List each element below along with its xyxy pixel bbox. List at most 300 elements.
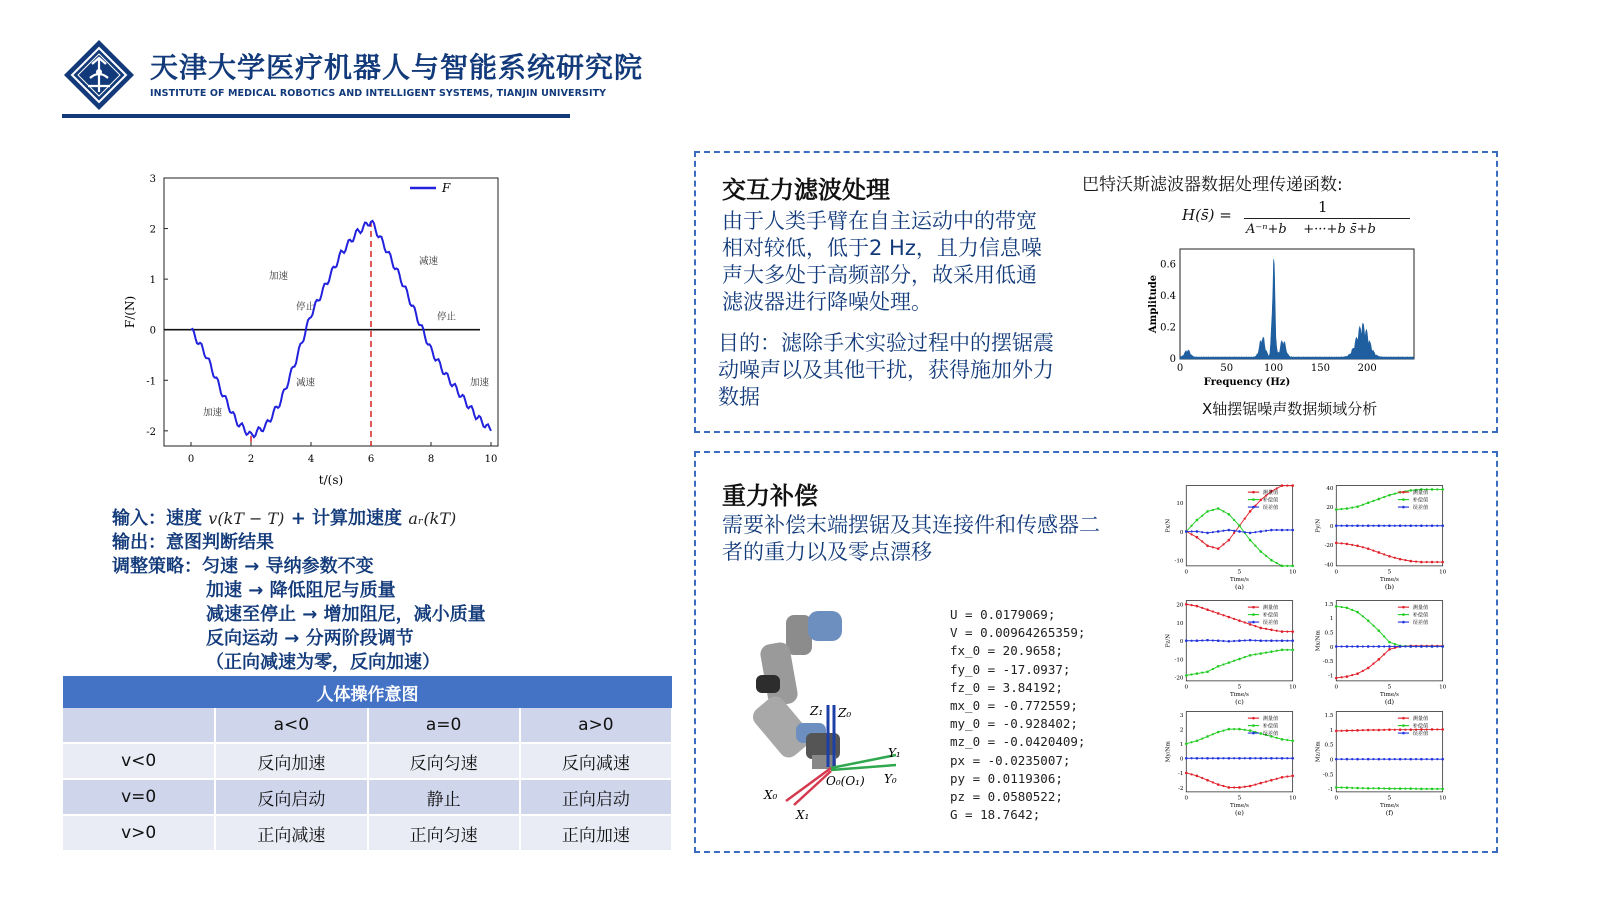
x-axis-label: Time/s <box>1230 802 1249 809</box>
series-point <box>1409 645 1412 648</box>
x-tick-label: 150 <box>1310 363 1330 374</box>
series-point <box>1346 543 1349 546</box>
series-point <box>1383 645 1385 647</box>
legend-label: 补偿值 <box>1412 612 1429 619</box>
series-point <box>1399 758 1402 761</box>
x-tick-label: 10 <box>1439 684 1447 691</box>
series-point <box>1196 775 1199 778</box>
series-point <box>1367 619 1370 622</box>
table-cell: 正向减速 <box>215 815 367 851</box>
series-point <box>1378 729 1381 732</box>
series-point <box>1185 603 1188 606</box>
series-point <box>1254 545 1256 547</box>
parameter-line: U = 0.0179069; <box>950 607 1056 622</box>
series-point <box>1244 639 1246 641</box>
series-point <box>1415 758 1417 760</box>
strategy-item: 减速至停止 → 增加阻尼，减小质量 <box>206 604 486 625</box>
series-point <box>1356 645 1359 648</box>
series-point <box>1238 757 1241 760</box>
series-point <box>1196 739 1199 742</box>
series-point <box>1233 757 1235 759</box>
series-point <box>1228 728 1231 731</box>
x-tick-label: 0 <box>1334 569 1339 576</box>
series-point <box>1383 653 1385 655</box>
series-point <box>1372 549 1374 551</box>
y-tick-label: 10 <box>1176 620 1184 627</box>
series-point <box>1399 787 1402 790</box>
series-point <box>1362 546 1364 548</box>
legend-label: 补偿值 <box>1262 497 1279 504</box>
table-cell: v>0 <box>63 815 215 851</box>
series-point <box>1206 779 1209 782</box>
transfer-function-title: 巴特沃斯滤波器数据处理传递函数: <box>1082 175 1343 195</box>
legend-marker <box>1252 613 1255 616</box>
phase-annotation: 加速 <box>203 407 223 419</box>
series-point <box>1238 639 1241 642</box>
series-point <box>1217 757 1220 760</box>
legend-marker <box>1252 498 1255 501</box>
series-point <box>1388 645 1391 648</box>
y-tick-label: 3 <box>1179 712 1184 719</box>
legend-marker <box>1402 717 1405 720</box>
spectrum-area <box>1180 259 1414 359</box>
series-point <box>1276 630 1278 632</box>
series-point <box>1340 730 1342 732</box>
series-point <box>1351 609 1353 611</box>
series-point <box>1362 615 1364 617</box>
x-tick-label: 0 <box>187 454 195 465</box>
parameter-line: fy_0 = -17.0937; <box>950 661 1071 677</box>
series-point <box>1399 728 1402 731</box>
series-point <box>1212 531 1214 533</box>
series-point <box>1335 542 1338 545</box>
y-tick-label: 1 <box>1329 727 1334 734</box>
y-axis-label: Fz/N <box>1165 633 1172 648</box>
series-point <box>1249 654 1252 657</box>
series-point <box>1286 565 1288 567</box>
series-point <box>1244 729 1246 731</box>
series-point <box>1249 757 1252 760</box>
series-point <box>1185 772 1188 775</box>
x-tick-label: 6 <box>367 454 375 465</box>
phase-annotation: 停止 <box>296 301 316 313</box>
series-point <box>1409 728 1412 731</box>
series-point <box>1383 553 1385 555</box>
series-point <box>1351 674 1353 676</box>
series-point <box>1190 757 1192 759</box>
series-point <box>1340 606 1342 608</box>
x-tick-label: 10 <box>1289 569 1297 576</box>
legend-label: 误差值 <box>1262 619 1279 626</box>
series-point <box>1201 757 1203 759</box>
series-point <box>1409 758 1412 761</box>
series-point <box>1420 561 1423 564</box>
series-point <box>1281 738 1284 741</box>
series-point <box>1367 547 1370 550</box>
y-tick-label: -10 <box>1174 657 1184 664</box>
series-point <box>1233 618 1235 620</box>
series-point <box>1441 728 1444 731</box>
y-axis-label: Amplitude <box>1148 274 1159 334</box>
series-point <box>1249 532 1252 535</box>
x-tick-label: 0 <box>1184 569 1189 576</box>
series-point <box>1233 519 1235 521</box>
series-point <box>1399 645 1402 648</box>
y-tick-label: -0.5 <box>1322 772 1334 779</box>
series-point <box>1238 728 1241 731</box>
series-point <box>1270 650 1273 653</box>
y-axis-label: Mx/Nm <box>1315 630 1322 652</box>
series-point <box>1372 787 1374 789</box>
series-point <box>1244 786 1246 788</box>
series-point <box>1270 559 1273 562</box>
series-point <box>1367 501 1370 504</box>
series-point <box>1372 500 1374 502</box>
series-point <box>1388 494 1391 497</box>
table-title: 人体操作意图 <box>63 676 672 708</box>
series-point <box>1222 785 1224 787</box>
series-point <box>1270 779 1273 782</box>
parameter-line: pz = 0.0580522; <box>950 789 1063 805</box>
x-axis-label: Time/s <box>1380 691 1399 698</box>
series-point <box>1351 544 1353 546</box>
series-point <box>1185 742 1188 745</box>
series-point <box>1270 529 1273 532</box>
phase-annotation: 加速 <box>269 271 289 283</box>
series-point <box>1436 788 1438 790</box>
x-tick-label: 10 <box>484 454 498 465</box>
series-point <box>1372 758 1374 760</box>
series-point <box>1420 645 1423 648</box>
series-point <box>1351 787 1353 789</box>
series-point <box>1222 543 1224 545</box>
series-point <box>1415 560 1417 562</box>
series-point <box>1254 505 1256 507</box>
series-point <box>1388 555 1391 558</box>
x-axis-label: t/(s) <box>318 473 344 487</box>
series-point <box>1362 525 1364 527</box>
series-point <box>1346 675 1349 678</box>
series-point <box>1388 524 1391 527</box>
series-point <box>1206 544 1209 547</box>
input-plus-label: + 计算加速度 <box>290 508 403 529</box>
series-point <box>1351 506 1353 508</box>
series-point <box>1383 635 1385 637</box>
series-point <box>1228 513 1231 516</box>
series-point <box>1212 639 1214 641</box>
input-velocity-formula: v(kT − T) <box>208 509 285 528</box>
series-point <box>1196 536 1199 539</box>
series-point <box>1356 611 1359 614</box>
series-point <box>1228 661 1231 664</box>
x-tick-label: 0 <box>1184 684 1189 691</box>
filter-panel-description: 由于人类手臂在自主运动中的带宽相对较低，低于2 Hz，且力信息噪声大多处于高频部分，故采用低通滤波器进行降噪处理。 <box>722 209 1042 314</box>
y-tick-label: 0 <box>1329 757 1334 764</box>
series-point <box>1436 525 1438 527</box>
y-tick-label: 0 <box>1329 644 1334 651</box>
series-point <box>1404 787 1406 789</box>
series-point <box>1362 645 1364 647</box>
series-point <box>1201 540 1203 542</box>
series-point <box>1431 788 1434 791</box>
series-point <box>1404 559 1406 561</box>
legend-marker <box>1402 506 1405 509</box>
compensation-chart <box>1312 706 1452 818</box>
series-point <box>1378 645 1381 648</box>
x-tick-label: 4 <box>307 454 315 465</box>
x-tick-label: 10 <box>1439 569 1447 576</box>
table-row <box>63 743 672 779</box>
legend-marker <box>1402 724 1405 727</box>
series-point <box>1222 757 1224 759</box>
series-point <box>1233 660 1235 662</box>
series-point <box>1276 778 1278 780</box>
legend-label: 测量值 <box>1262 605 1279 611</box>
series-point <box>1249 623 1252 626</box>
legend-marker <box>1252 506 1255 509</box>
y-tick-label: 20 <box>1176 602 1184 609</box>
legend-marker <box>1402 606 1405 609</box>
series-point <box>1217 665 1220 668</box>
series-point <box>1233 532 1235 534</box>
series-point <box>1217 547 1220 550</box>
x-tick-label: 0 <box>1176 363 1184 374</box>
y-tick-label: 1.5 <box>1324 601 1334 608</box>
series-point <box>1394 729 1396 731</box>
x-tick-label: 5 <box>1387 684 1392 691</box>
org-subtitle: INSTITUTE OF MEDICAL ROBOTICS AND INTELLIGENT SYSTEMS, TIANJIN UNIVERSITY <box>150 88 607 99</box>
series-point <box>1190 525 1192 527</box>
transfer-function-lhs: H(s̄) = <box>1182 206 1232 224</box>
series-point <box>1259 639 1262 642</box>
series-point <box>1291 757 1294 760</box>
chart-label: (e) <box>1234 809 1244 818</box>
series-point <box>1276 737 1278 739</box>
series-point <box>1367 787 1370 790</box>
gravity-panel-title: 重力补偿 <box>722 482 818 510</box>
series-point <box>1196 757 1199 760</box>
series-point <box>1217 507 1220 510</box>
series-point <box>1404 729 1406 731</box>
parameter-line: px = -0.0235007; <box>950 752 1071 768</box>
series-point <box>1190 741 1192 743</box>
series-point <box>1394 557 1396 559</box>
series-point <box>1394 643 1396 645</box>
series-point <box>1259 530 1262 533</box>
series-point <box>1441 758 1444 761</box>
legend-label: 测量值 <box>1412 605 1429 611</box>
series-point <box>1409 787 1412 790</box>
series-point <box>1340 645 1342 647</box>
series-point <box>1415 788 1417 790</box>
series-point <box>1286 739 1288 741</box>
series-point <box>1254 531 1256 533</box>
y-axis-label: My/Nm <box>1165 741 1172 763</box>
chart-label: (f) <box>1385 809 1394 818</box>
series-point <box>1436 758 1438 760</box>
series-point <box>1228 640 1231 643</box>
series-point <box>1238 530 1241 533</box>
series-point <box>1340 676 1342 678</box>
series-point <box>1388 728 1391 731</box>
series-point <box>1270 757 1273 760</box>
strategy-item: 加速 → 降低阻尼与质量 <box>206 580 396 601</box>
phase-annotation: 减速 <box>419 255 439 267</box>
series-point <box>1254 639 1256 641</box>
series-point <box>1281 529 1284 532</box>
series-point <box>1409 489 1412 492</box>
legend-label: 测量值 <box>1412 716 1429 722</box>
series-point <box>1383 758 1385 760</box>
series-point <box>1441 561 1444 564</box>
series-point <box>1441 488 1444 491</box>
y-tick-label: 20 <box>1326 504 1334 511</box>
y-tick-label: 0.2 <box>1160 322 1176 334</box>
series-point <box>1244 531 1246 533</box>
legend-label: 测量值 <box>1262 490 1279 496</box>
parameter-line: mx_0 = -0.772559; <box>950 698 1078 714</box>
series-point <box>1259 499 1262 502</box>
legend-marker <box>1402 498 1405 501</box>
series-point <box>1426 561 1428 563</box>
series-point <box>1340 542 1342 544</box>
series-point <box>1431 758 1434 761</box>
fraction-bar <box>1244 218 1410 219</box>
y-tick-label: 0.5 <box>1324 742 1334 749</box>
x-tick-label: 5 <box>1237 569 1242 576</box>
compensation-chart <box>1162 706 1302 818</box>
series-point <box>1249 639 1252 642</box>
series-point <box>1201 737 1203 739</box>
series-point <box>1362 787 1364 789</box>
table-cell: 正向加速 <box>520 815 672 851</box>
parameter-line: fz_0 = 3.84192; <box>950 679 1063 695</box>
series-point <box>1244 517 1246 519</box>
series-point <box>1426 788 1428 790</box>
series-point <box>1431 561 1434 564</box>
series-point <box>1362 729 1364 731</box>
series-point <box>1201 639 1203 641</box>
y-tick-label: 0 <box>1179 639 1184 646</box>
series-point <box>1388 758 1391 761</box>
y-tick-label: 0.6 <box>1160 259 1176 271</box>
chart-label: (a) <box>1234 583 1244 592</box>
strategy-label: 调整策略： <box>112 556 202 577</box>
series-point <box>1378 498 1381 501</box>
series-point <box>1254 783 1256 785</box>
y-tick-label: 1.5 <box>1324 712 1334 719</box>
series-point <box>1185 757 1188 760</box>
series-point <box>1265 781 1267 783</box>
series-point <box>1217 612 1220 615</box>
x-tick-label: 2 <box>247 454 255 465</box>
output-line: 输出：意图判断结果 <box>112 532 274 553</box>
series-point <box>1394 645 1396 647</box>
series-point <box>1228 757 1231 760</box>
legend-label: 误差值 <box>1262 504 1279 511</box>
y-tick-label: -40 <box>1324 562 1334 569</box>
series-point <box>1404 758 1406 760</box>
series-point <box>1233 728 1235 730</box>
series-point <box>1372 663 1374 665</box>
series-point <box>1228 786 1231 789</box>
series-point <box>1436 728 1438 730</box>
series-point <box>1201 607 1203 609</box>
series-point <box>1378 787 1381 790</box>
series-point <box>1356 758 1359 761</box>
chart-label: (c) <box>1235 698 1244 707</box>
spectrum-caption: X轴摆锯噪声数据频域分析 <box>1202 400 1378 418</box>
series-point <box>1190 673 1192 675</box>
legend-marker <box>1252 717 1255 720</box>
series-point <box>1431 488 1434 491</box>
series-point <box>1217 639 1220 642</box>
strategy-item: 匀速 → 导纳参数不变 <box>202 556 374 577</box>
strategy-item: （正向减速为零，反向加速） <box>206 652 440 673</box>
series-point <box>1356 729 1359 732</box>
series-point <box>1394 525 1396 527</box>
tianjin-university-emblem-icon <box>62 38 136 112</box>
series-point <box>1265 628 1267 630</box>
series-point <box>1276 640 1278 642</box>
series-point <box>1206 532 1209 535</box>
series-point <box>1356 524 1359 527</box>
series-point <box>1259 732 1262 735</box>
series-point <box>1394 758 1396 760</box>
series-point <box>1356 544 1359 547</box>
series-point <box>1233 786 1235 788</box>
series-point <box>1291 649 1294 652</box>
y-tick-label: 0.5 <box>1324 630 1334 637</box>
series-point <box>1291 775 1294 778</box>
series-point <box>1420 758 1423 761</box>
legend-label: 测量值 <box>1262 716 1279 722</box>
series-point <box>1335 605 1338 608</box>
series-point <box>1356 505 1359 508</box>
x-tick-label: 5 <box>1387 569 1392 576</box>
series-point <box>1335 524 1338 527</box>
y-tick-label: 3 <box>149 174 156 185</box>
series-point <box>1222 640 1224 642</box>
series-point <box>1281 757 1284 760</box>
series-point <box>1335 758 1338 761</box>
legend-label: 误差值 <box>1262 730 1279 737</box>
series-point <box>1378 658 1381 661</box>
series-point <box>1281 484 1284 487</box>
parameter-line: fx_0 = 20.9658; <box>950 643 1063 659</box>
y-tick-label: 1 <box>1329 616 1334 623</box>
y-tick-label: 0 <box>1179 529 1184 536</box>
series-point <box>1270 639 1273 642</box>
legend-label: 误差值 <box>1412 730 1429 737</box>
legend-label: 补偿值 <box>1262 612 1279 619</box>
x-tick-label: 0 <box>1334 795 1339 802</box>
series-point <box>1222 663 1224 665</box>
series-point <box>1383 729 1385 731</box>
legend-label: 误差值 <box>1412 504 1429 511</box>
series-point <box>1291 639 1294 642</box>
series-point <box>1415 525 1417 527</box>
series-point <box>1340 508 1342 510</box>
series-point <box>1436 645 1438 647</box>
series-point <box>1362 670 1364 672</box>
frame-label: Z₀ <box>838 706 852 720</box>
table-header-cell <box>63 708 215 743</box>
series-point <box>1249 785 1252 788</box>
frame-label: Y₁ <box>888 746 901 760</box>
series-point <box>1259 627 1262 630</box>
series-point <box>1190 530 1192 532</box>
